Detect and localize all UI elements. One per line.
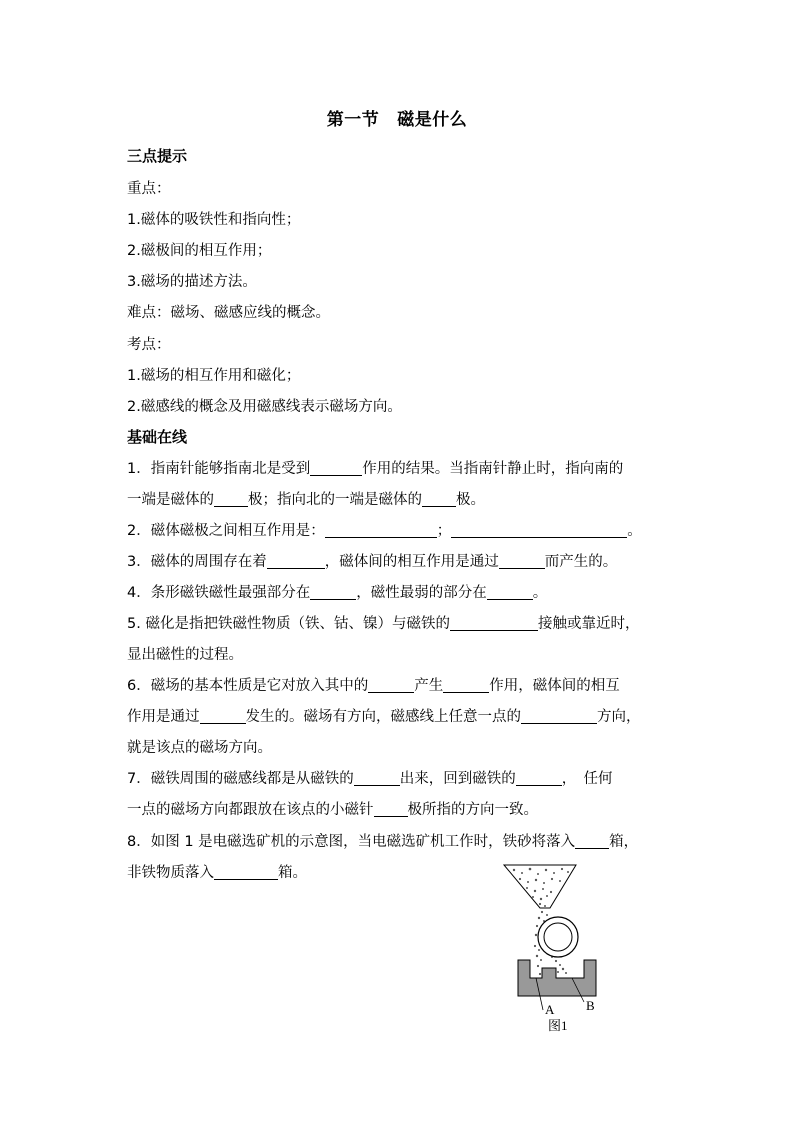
q6-text-b: 产生: [414, 678, 444, 694]
page-title: [0, 105, 794, 130]
q7-text-c: ， 任何: [561, 771, 613, 787]
answer-blank[interactable]: [325, 523, 437, 539]
basics-heading: 基础在线: [127, 428, 188, 446]
answer-blank[interactable]: [521, 709, 597, 725]
q4-text-b: ，磁性最弱的部分在: [356, 585, 487, 601]
answer-blank[interactable]: [374, 802, 408, 818]
q4-text-a: 4．条形磁铁磁性最强部分在: [127, 585, 311, 601]
hopper: [504, 865, 576, 908]
answer-blank[interactable]: [214, 865, 278, 881]
section-number: 第一节: [326, 110, 380, 130]
answer-blank[interactable]: [310, 461, 362, 477]
q8-text-c: 非铁物质落入: [127, 865, 214, 881]
q1-text-a: 1．指南针能够指南北是受到: [127, 461, 311, 477]
key-point-2: 2.磁极间的相互作用；: [127, 243, 272, 259]
q1-text-c: 一端是磁体的: [127, 492, 214, 508]
answer-blank[interactable]: [354, 771, 400, 787]
q1-text-b: 作用的结果。当指南针静止时，指向南的: [362, 461, 624, 477]
difficulty-line: 难点：磁场、磁感应线的概念。: [127, 305, 330, 321]
q2-text-b: ；: [436, 523, 452, 539]
exam-point-2: 2.磁感线的概念及用磁感线表示磁场方向。: [127, 399, 402, 415]
q5-text-a: 5. 磁化是指把铁磁性物质（铁、钴、镍）与磁铁的: [127, 616, 450, 632]
q7-text-a: 7．磁铁周围的磁感线都是从磁铁的: [127, 771, 354, 787]
question-6-line-1: [127, 674, 620, 695]
q2-text-a: 2．磁体磁极之间相互作用是：: [127, 523, 325, 539]
question-6-line-2: [127, 705, 641, 726]
answer-blank[interactable]: [310, 585, 356, 601]
question-4: [127, 581, 547, 602]
question-2: [127, 519, 642, 540]
q3-text-a: 3．磁体的周围存在着: [127, 554, 267, 570]
q5-text-b: 接触或靠近时，: [537, 616, 640, 632]
key-point-1: 1.磁体的吸铁性和指向性；: [127, 212, 301, 228]
answer-blank[interactable]: [368, 678, 414, 694]
question-6-line-3: 就是该点的磁场方向。: [127, 740, 272, 756]
drum-core: [544, 923, 572, 951]
collection-box: [518, 960, 596, 996]
question-7-line-2: [127, 798, 538, 819]
q1-text-e: 极。: [456, 492, 485, 508]
question-5-line-2: 显出磁性的过程。: [127, 647, 243, 663]
answer-blank[interactable]: [450, 616, 538, 632]
question-3: [127, 550, 617, 571]
answer-blank[interactable]: [200, 709, 246, 725]
q1-text-d: 极；指向北的一端是磁体的: [248, 492, 422, 508]
q2-text-c: 。: [627, 523, 642, 539]
key-point-3: 3.磁场的描述方法。: [127, 274, 257, 290]
q7-text-b: 出来，回到磁铁的: [399, 771, 516, 787]
q7-text-e: 极所指的方向一致。: [407, 802, 538, 818]
exam-point-1: 1.磁场的相互作用和磁化；: [127, 368, 301, 384]
answer-blank[interactable]: [516, 771, 562, 787]
q8-text-d: 箱。: [278, 865, 307, 881]
question-7-line-1: [127, 767, 612, 788]
key-points-label: 重点：: [127, 181, 171, 197]
answer-blank[interactable]: [499, 554, 545, 570]
q3-text-c: 而产生的。: [544, 554, 618, 570]
figure-caption: 图1: [548, 1018, 568, 1033]
label-a: A: [545, 1002, 555, 1017]
q8-text-a: 8．如图 1 是电磁选矿机的示意图，当电磁选矿机工作时，铁砂将落入: [127, 834, 576, 850]
question-1-line-2: [127, 488, 485, 509]
q8-text-b: 箱，: [609, 834, 639, 850]
question-8-line-2: [127, 861, 307, 882]
tips-heading: 三点提示: [127, 147, 188, 165]
question-5-line-1: [127, 612, 639, 633]
q4-text-c: 。: [532, 585, 548, 601]
q6-text-c: 作用，磁体间的相互: [489, 678, 620, 694]
answer-blank[interactable]: [451, 523, 627, 539]
q6-text-e: 发生的。磁场有方向，磁感线上任意一点的: [245, 709, 521, 725]
answer-blank[interactable]: [214, 492, 248, 508]
question-1-line-1: [127, 457, 623, 478]
label-b: B: [586, 998, 595, 1013]
section-name: 磁是什么: [397, 110, 468, 130]
q7-text-d: 一点的磁场方向都跟放在该点的小磁针: [127, 802, 374, 818]
exam-points-label: 考点：: [127, 337, 171, 353]
answer-blank[interactable]: [443, 678, 489, 694]
answer-blank[interactable]: [422, 492, 456, 508]
answer-blank[interactable]: [575, 834, 609, 850]
q6-text-f: 方向，: [597, 709, 641, 725]
q3-text-b: ，磁体间的相互作用是通过: [324, 554, 499, 570]
q6-text-d: 作用是通过: [127, 709, 200, 725]
question-8-line-1: [127, 830, 638, 851]
answer-blank[interactable]: [487, 585, 533, 601]
q6-text-a: 6．磁场的基本性质是它对放入其中的: [127, 678, 369, 694]
figure-1-magnetic-separator: [500, 860, 610, 1045]
answer-blank[interactable]: [267, 554, 325, 570]
